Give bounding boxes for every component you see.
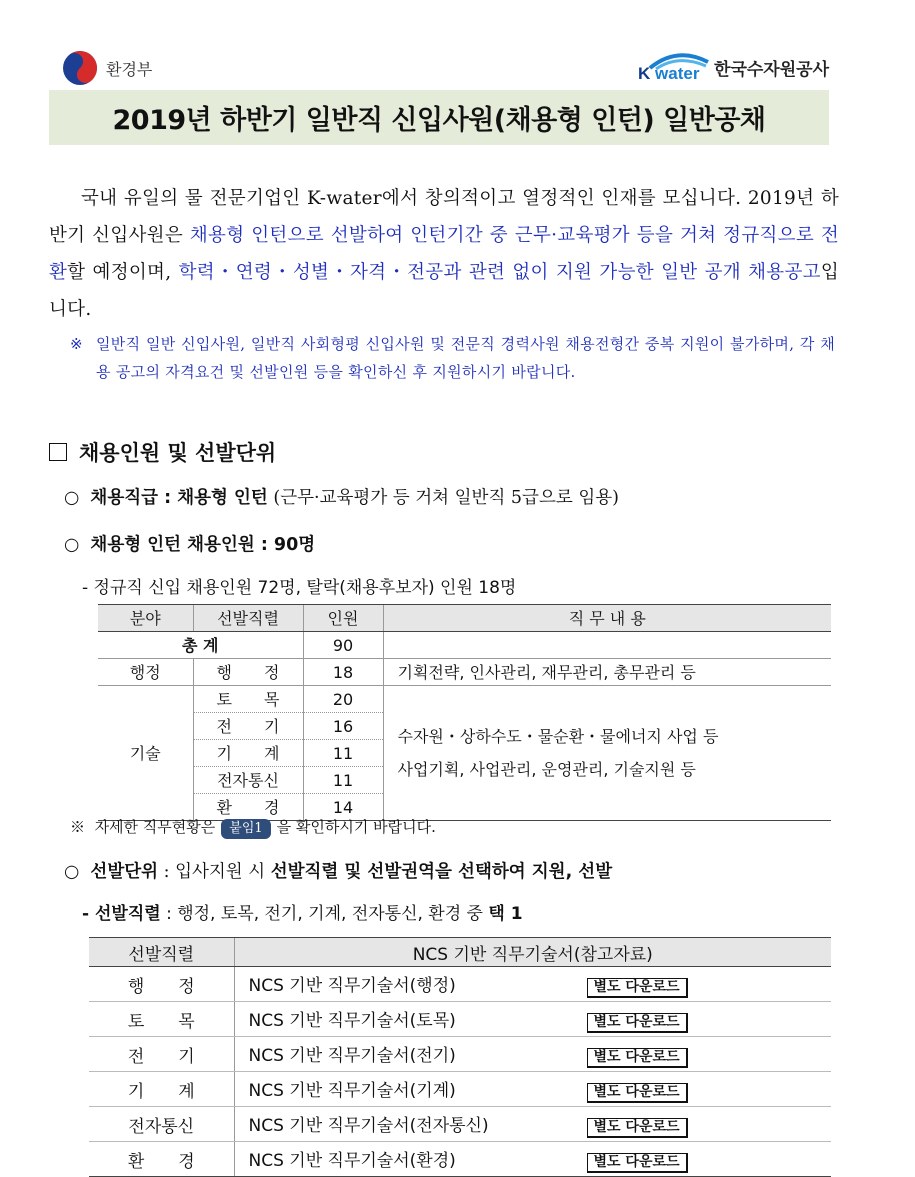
field-tech: 기술 bbox=[98, 686, 193, 821]
table-note bbox=[70, 816, 436, 839]
duty-tech-line-2: 사업기획, 사업관리, 운영관리, 기술지원 등 bbox=[397, 760, 696, 779]
download-button[interactable]: 별도 다운로드 bbox=[587, 1153, 688, 1173]
page-title: 2019년 하반기 일반직 신입사원(채용형 인턴) 일반공채 bbox=[49, 90, 829, 145]
track-environment: 환 경 bbox=[193, 794, 303, 821]
taegeuk-emblem-icon bbox=[62, 50, 98, 86]
checkbox-square-icon bbox=[49, 443, 67, 461]
duty-admin: 기획전략, 인사관리, 재무관리, 총무관리 등 bbox=[383, 659, 831, 686]
kwater-water: water bbox=[655, 64, 700, 83]
ncs-track: 토 목 bbox=[89, 1002, 234, 1037]
ncs-doc: NCS 기반 직무기술서(토목) bbox=[248, 1010, 456, 1031]
bullet-circle-icon: ○ bbox=[64, 488, 80, 508]
note-post: 을 확인하시기 바랍니다. bbox=[276, 818, 436, 836]
section-title: 채용인원 및 선발단위 bbox=[79, 441, 277, 465]
table-row bbox=[89, 1107, 831, 1142]
table-row bbox=[89, 1142, 831, 1177]
ncs-track: 전자통신 bbox=[89, 1107, 234, 1142]
grade-note: (근무·교육평가 등 거쳐 일반직 5급으로 임용) bbox=[267, 488, 619, 508]
total-label: 총 계 bbox=[98, 632, 303, 659]
download-button[interactable]: 별도 다운로드 bbox=[587, 978, 688, 998]
intro-part-1: 국내 유일의 물 전문기업인 K-water에서 창의적이고 열정적인 인재를 모십니다. 2019년 하반기 신입사원은 bbox=[49, 188, 839, 246]
unit-sub-text: : 행정, 토목, 전기, 기계, 전자통신, 환경 중 bbox=[160, 904, 489, 924]
header-ncs: NCS 기반 직무기술서(참고자료) bbox=[234, 938, 831, 967]
header-track: 선발직렬 bbox=[89, 938, 234, 967]
bullet-count bbox=[64, 531, 315, 556]
duty-tech-line-1: 수자원・상하수도・물순환・물에너지 사업 등 bbox=[397, 727, 719, 746]
unit-label: 선발단위 bbox=[90, 862, 159, 882]
notice bbox=[70, 330, 835, 386]
intro-highlight-2: 학력・연령・성별・자격・전공과 관련 없이 지원 가능한 일반 공개 채용공고 bbox=[178, 262, 821, 283]
count-electric: 16 bbox=[303, 713, 383, 740]
notice-text: 일반직 일반 신입사원, 일반직 사회형평 신입사원 및 전문직 경력사원 채용전형간 중복 지원이 불가하며, 각 채용 공고의 자격요건 및 선발인원 등을 확인하신 후 지원하시기 바랍니다. bbox=[96, 335, 835, 381]
intro-paragraph bbox=[49, 180, 839, 328]
count-admin: 18 bbox=[303, 659, 383, 686]
intro-part-3: 할 예정이며, bbox=[67, 262, 179, 283]
table-header-row bbox=[89, 938, 831, 967]
header-duty: 직 무 내 용 bbox=[383, 605, 831, 632]
grade-label: 채용직급 : 채용형 인턴 bbox=[90, 488, 268, 508]
table-row bbox=[89, 967, 831, 1002]
ncs-track: 전 기 bbox=[89, 1037, 234, 1072]
ncs-table bbox=[89, 937, 831, 1177]
unit-sub bbox=[82, 899, 523, 924]
download-button[interactable]: 별도 다운로드 bbox=[587, 1083, 688, 1103]
table-row bbox=[89, 1002, 831, 1037]
count-environment: 14 bbox=[303, 794, 383, 821]
kwater-logo bbox=[638, 50, 829, 84]
track-electric: 전 기 bbox=[193, 713, 303, 740]
note-pre: 자세한 직무현황은 bbox=[94, 818, 216, 836]
ministry-name: 환경부 bbox=[106, 59, 153, 79]
track-electronic: 전자통신 bbox=[193, 767, 303, 794]
download-button[interactable]: 별도 다운로드 bbox=[587, 1118, 688, 1138]
unit-text-1: : 입사지원 시 bbox=[158, 862, 271, 882]
intro-highlight-1: 채용형 인턴으로 선발하여 인턴기간 중 근무·교육평가 등을 거쳐 정규직으로 전환 bbox=[49, 225, 840, 283]
kwater-k: K bbox=[638, 64, 651, 83]
table-row-total bbox=[98, 632, 831, 659]
table-row-admin bbox=[98, 659, 831, 686]
header-count: 인원 bbox=[303, 605, 383, 632]
track-mechanical: 기 계 bbox=[193, 740, 303, 767]
note-mark: ※ bbox=[70, 818, 86, 836]
track-civil: 토 목 bbox=[193, 686, 303, 713]
ncs-track: 행 정 bbox=[89, 967, 234, 1002]
bullet-grade bbox=[64, 484, 619, 509]
ncs-doc: NCS 기반 직무기술서(행정) bbox=[248, 975, 456, 996]
bullet-circle-icon: ○ bbox=[64, 862, 80, 882]
unit-sub-end: 택 1 bbox=[488, 904, 523, 924]
count-electronic: 11 bbox=[303, 767, 383, 794]
bullet-unit bbox=[64, 858, 612, 883]
header-track: 선발직렬 bbox=[193, 605, 303, 632]
total-value: 90 bbox=[303, 632, 383, 659]
ncs-doc: NCS 기반 직무기술서(기계) bbox=[248, 1080, 456, 1101]
recruitment-table bbox=[98, 604, 831, 821]
ncs-doc: NCS 기반 직무기술서(전기) bbox=[248, 1045, 456, 1066]
table-row-tech bbox=[98, 686, 831, 713]
table-row bbox=[89, 1037, 831, 1072]
table-header-row bbox=[98, 605, 831, 632]
unit-sub-label: - 선발직렬 bbox=[82, 904, 161, 924]
duty-tech bbox=[383, 686, 831, 821]
ncs-track: 환 경 bbox=[89, 1142, 234, 1177]
notice-mark: ※ bbox=[70, 335, 83, 353]
ncs-doc: NCS 기반 직무기술서(환경) bbox=[248, 1150, 456, 1171]
ncs-track: 기 계 bbox=[89, 1072, 234, 1107]
kwater-name: 한국수자원공사 bbox=[714, 59, 829, 79]
field-admin: 행정 bbox=[98, 659, 193, 686]
table-row bbox=[89, 1072, 831, 1107]
track-admin: 행 정 bbox=[193, 659, 303, 686]
section-heading bbox=[49, 437, 276, 467]
header-field: 분야 bbox=[98, 605, 193, 632]
count-mechanical: 11 bbox=[303, 740, 383, 767]
download-button[interactable]: 별도 다운로드 bbox=[587, 1013, 688, 1033]
count-civil: 20 bbox=[303, 686, 383, 713]
count-label: 채용형 인턴 채용인원 : 90명 bbox=[90, 535, 316, 555]
ministry-logo bbox=[62, 50, 152, 86]
download-button[interactable]: 별도 다운로드 bbox=[587, 1048, 688, 1068]
count-sub: - 정규직 신입 채용인원 72명, 탈락(채용후보자) 인원 18명 bbox=[82, 578, 517, 598]
attachment-badge[interactable]: 붙임1 bbox=[221, 819, 270, 839]
unit-text-2: 선발직렬 및 선발권역을 선택하여 지원, 선발 bbox=[270, 862, 613, 882]
ncs-doc: NCS 기반 직무기술서(전자통신) bbox=[248, 1115, 489, 1136]
intro-part-5: 입니다. bbox=[49, 262, 839, 320]
bullet-circle-icon: ○ bbox=[64, 535, 80, 555]
